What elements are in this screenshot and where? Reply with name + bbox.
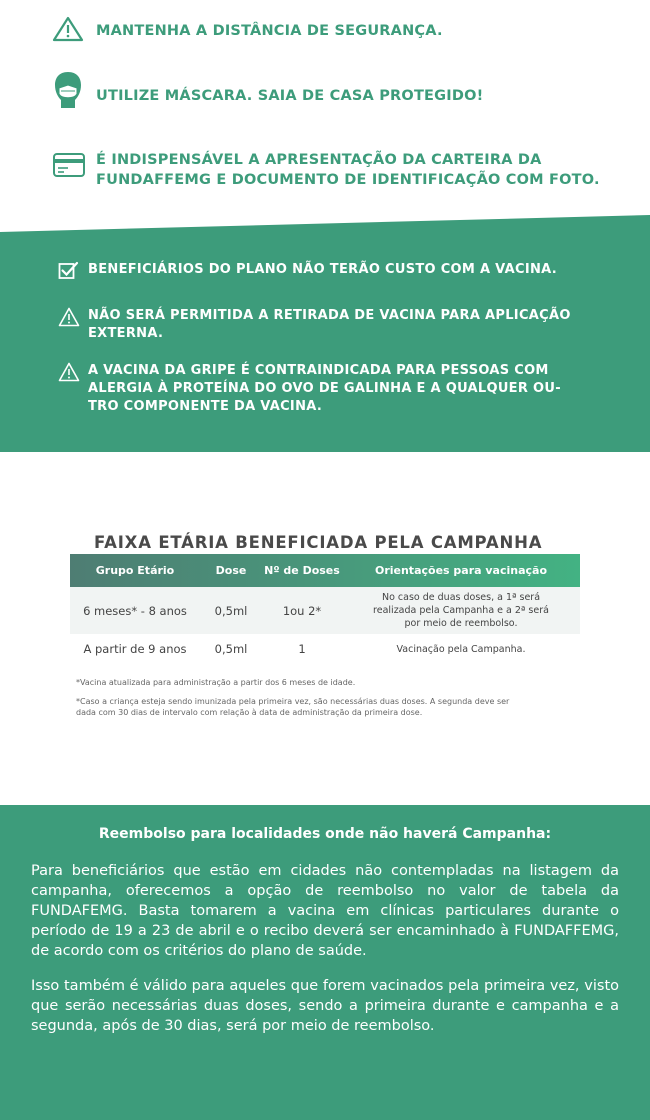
id-card-icon — [52, 150, 86, 184]
notice-no-withdrawal — [58, 307, 603, 343]
table-header-row — [70, 554, 580, 587]
notice-no-cost — [58, 261, 603, 285]
cell-dose: 0,5ml — [200, 587, 262, 634]
notice-text: A VACINA DA GRIPE É CONTRAINDICADA PARA PESSOAS COM ALERGIA À PROTEÍNA DO OVO DE GALINHA E A QUALQUER OU- TRO COMPONENTE DA VACINA. — [88, 363, 561, 414]
cell-grupo: 6 meses* - 8 anos — [70, 587, 200, 634]
checkbox-icon — [58, 261, 88, 285]
notice-text: BENEFICIÁRIOS DO PLANO NÃO TERÃO CUSTO COM A VACINA. — [88, 262, 557, 277]
notice-text: NÃO SERÁ PERMITIDA A RETIRADA DE VACINA PARA APLICAÇÃO EXTERNA. — [88, 308, 571, 341]
warning-triangle-icon — [52, 16, 86, 46]
face-mask-icon — [52, 70, 86, 114]
footnote-vaccine-updated: *Vacina atualizada para administração a partir dos 6 meses de idade. — [76, 678, 356, 687]
notice-card — [52, 150, 600, 190]
table-title: FAIXA ETÁRIA BENEFICIADA PELA CAMPANHA — [94, 533, 543, 552]
reembolso-paragraph-2: Isso também é válido para aqueles que forem vacinados pela primeira vez, visto que serão necessárias duas doses, sendo a primeira durante e campanha e a segunda, após de 30 dias, será por meio de reembolso. — [31, 978, 619, 1034]
header-num-doses: Nº de Doses — [264, 564, 340, 577]
notice-distance — [52, 16, 443, 46]
cell-orientacoes: Vacinação pela Campanha. — [342, 634, 580, 664]
header-dose: Dose — [215, 564, 247, 577]
cell-grupo: A partir de 9 anos — [70, 634, 200, 664]
cell-doses: 1 — [262, 634, 342, 664]
vaccination-table — [70, 554, 580, 664]
reembolso-paragraph-1: Para beneficiários que estão em cidades não contempladas na listagem da campanha, oferecemos a opção de reembolso no valor de tabela da FUNDAFEMG. Basta tomarem a vacina em clínicas particulares durante o período de 19 a 23 de abril e o recibo deverá ser encaminhado à FUNDAFFEMG, de acordo com os critérios do plano de saúde. — [31, 863, 619, 959]
cell-orientacoes: No caso de duas doses, a 1ª será realizada pela Campanha e a 2ª será por meio de reembolso. — [342, 587, 580, 634]
header-grupo: Grupo Etário — [95, 564, 175, 577]
footnote-two-doses: *Caso a criança esteja sendo imunizada pela primeira vez, são necessárias duas doses. A segunda deve ser dada com 30 dias de intervalo com relação à data de administração da primeira dose. — [76, 697, 510, 717]
notice-text: UTILIZE MÁSCARA. SAIA DE CASA PROTEGIDO! — [96, 88, 484, 104]
warning-triangle-icon — [58, 362, 88, 386]
notice-text: É INDISPENSÁVEL A APRESENTAÇÃO DA CARTEIRA DA FUNDAFFEMG E DOCUMENTO DE IDENTIFICAÇÃO COM FOTO. — [96, 152, 600, 188]
notice-mask — [52, 70, 483, 114]
warning-triangle-icon — [58, 307, 88, 331]
notice-text: MANTENHA A DISTÂNCIA DE SEGURANÇA. — [96, 23, 443, 39]
reembolso-title: Reembolso para localidades onde não haverá Campanha: — [98, 826, 552, 842]
table-row — [70, 587, 580, 634]
header-orientacoes: Orientações para vacinação — [374, 564, 548, 577]
notice-contraindication — [58, 362, 603, 416]
cell-dose: 0,5ml — [200, 634, 262, 664]
table-row — [70, 634, 580, 664]
cell-doses: 1ou 2* — [262, 587, 342, 634]
